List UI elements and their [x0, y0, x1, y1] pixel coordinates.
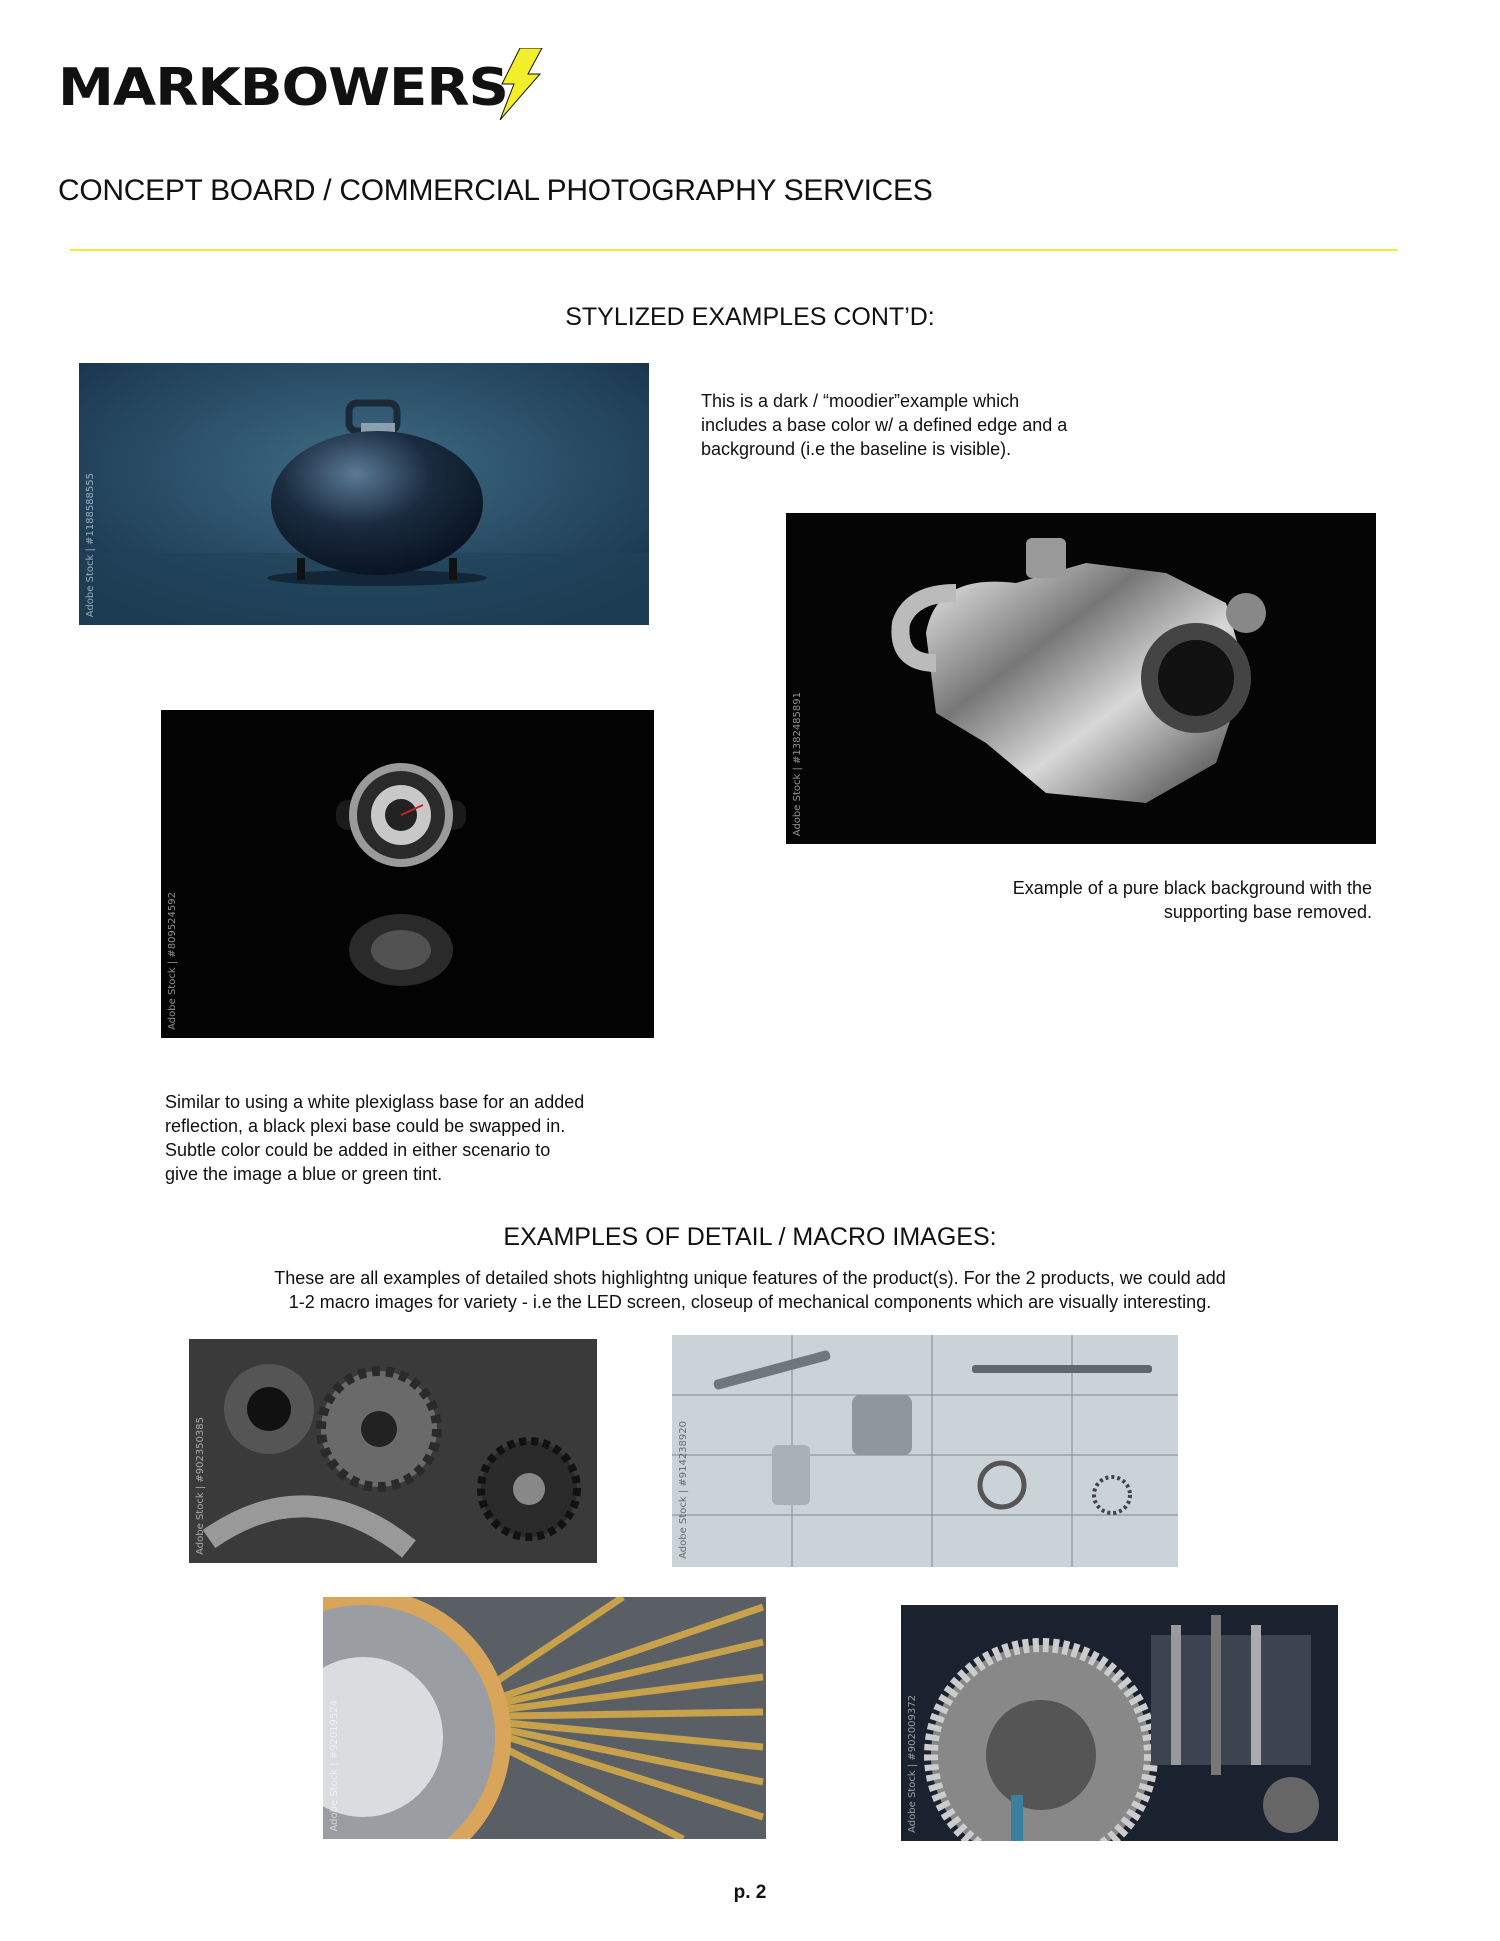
turbine-watermark: Adobe Stock | #92019524 [329, 1699, 340, 1831]
tank-photo [79, 363, 649, 625]
machine-watermark: Adobe Stock | #902009372 [907, 1695, 918, 1833]
parts-watermark: Adobe Stock | #914238920 [678, 1421, 689, 1559]
page-number: p. 2 [733, 1882, 767, 1903]
parts-photo [672, 1335, 1178, 1567]
stylized-section-title: STYLIZED EXAMPLES CONT’D: [565, 303, 935, 331]
engine-photo [786, 513, 1376, 844]
macro-section-title: EXAMPLES OF DETAIL / MACRO IMAGES: [503, 1223, 997, 1251]
watch-watermark: Adobe Stock | #809524592 [167, 892, 178, 1030]
turbine-photo [323, 1597, 766, 1839]
machine-photo [901, 1605, 1338, 1841]
engine-watermark: Adobe Stock | #1382485891 [792, 691, 803, 836]
accent-divider [70, 249, 1398, 251]
gears-watermark: Adobe Stock | #902350385 [195, 1417, 206, 1555]
brand-logo: MARKBOWERS [58, 58, 508, 118]
gears-photo [189, 1339, 597, 1563]
tank-watermark: Adobe Stock | #1188588555 [85, 472, 96, 617]
watch-photo [161, 710, 654, 1038]
plexi-caption: Similar to using a white plexiglass base for an added reflection, a black plexi base could be swapped in. Subtle color could be added in either scenario to give the image a blue or green tint. [165, 1092, 585, 1184]
lightning-bolt-icon [490, 48, 546, 120]
macro-intro: These are all examples of detailed shots highlightng unique features of the product(s). For the 2 products, we could add 1-2 macro images for variety - i.e the LED screen, closeup of mechanical components which are visually interesting. [274, 1268, 1226, 1312]
moody-caption: This is a dark / “moodier”example which includes a base color w/ a defined edge and a background (i.e the baseline is visible). [701, 391, 1068, 459]
black-caption: Example of a pure black background with the supporting base removed. [1012, 878, 1372, 922]
page-title: CONCEPT BOARD / COMMERCIAL PHOTOGRAPHY SERVICES [58, 174, 933, 207]
